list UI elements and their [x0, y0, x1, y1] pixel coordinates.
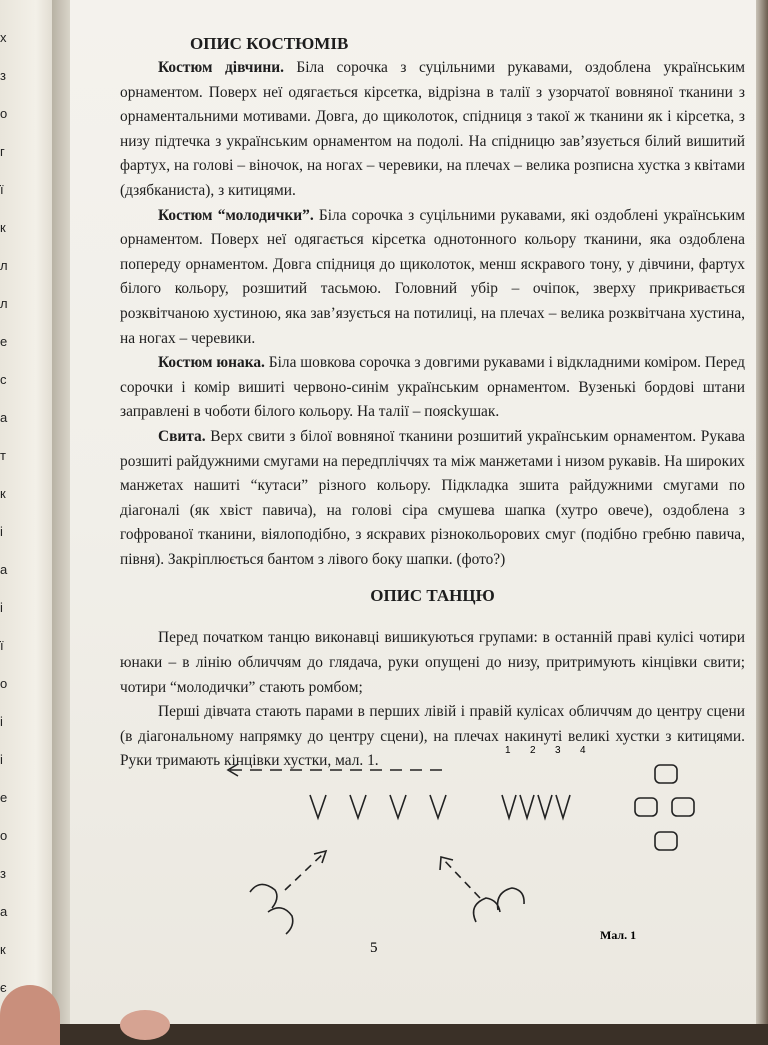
left-page-letter: г	[0, 144, 5, 159]
dancer-mark	[502, 795, 516, 818]
left-page-letter: к	[0, 220, 6, 235]
fingertip	[120, 1010, 170, 1040]
dancer-mark	[556, 795, 570, 818]
left-page-letter: о	[0, 106, 8, 121]
square-mark	[655, 765, 677, 783]
square-mark	[655, 832, 677, 850]
page-content	[120, 30, 745, 774]
figure-caption: Мал. 1	[600, 928, 637, 942]
book-page	[70, 0, 768, 1024]
dancer-mark	[350, 795, 366, 818]
paragraph-svyta: Свита. Верх свити з білої вовняної тканини розшитий українським орнаментом. Рукава розшиті райдужними смугами на передпліччях та між манжетами і низом рукавів. На широких манжетах нашиті “кутаси” різного кольору. Підкладка зшита райдужними смугами по діагоналі (як хвіст павича), на голові сіра смушева шапка (хутро овече), оздоблена з гофрованої тканини, віялоподібно, з яскравих різнокольорових смуг (подібно гребню павича, півня). Закріплюється бантом з лівого боку шапки. (фото?)	[120, 427, 745, 568]
dancer-arc-mark	[268, 908, 293, 934]
left-page-letter: с	[0, 372, 7, 387]
left-page-letters	[0, 30, 20, 1018]
left-page-letter: л	[0, 296, 8, 311]
left-page-letter: к	[0, 942, 6, 957]
page-number: 5	[370, 940, 378, 956]
left-page-letter: о	[0, 828, 8, 843]
figure-1	[150, 740, 710, 970]
paragraph-young-woman-costume: Костюм “молодички”. Біла сорочка з суцільними рукавами, які оздоблені українським орнаментом. Поверх неї одягається кірсетка однотонного кольору тканини, яка оздоблена попереду орнаментом. Довга спідниця до щиколоток, менш яскравого тону, у дівчини, фартух білого кольору, розшитий тасьмою. Головний убір – очіпок, зверху прикривається розквітчаною хустиною, яка зав’язується на потилиці, на плечах – велика розквітчана хустина, на ногах – черевики.	[120, 206, 745, 347]
diagonal-arrow-line	[285, 852, 325, 890]
left-page-letter: а	[0, 904, 8, 919]
bold-lead: Костюм юнака.	[158, 354, 265, 372]
square-mark	[635, 798, 657, 816]
bold-lead: Костюм “молодички”.	[158, 206, 314, 224]
left-page-letter: є	[0, 980, 7, 995]
left-page-letter: і	[0, 714, 3, 729]
square-mark	[672, 798, 694, 816]
position-numbers: 1 2 3 4	[505, 745, 586, 756]
left-page-letter: к	[0, 486, 6, 501]
left-page-letter: е	[0, 334, 8, 349]
bold-lead: Костюм дівчини.	[158, 59, 284, 76]
dancer-mark	[430, 795, 446, 818]
left-page-edge	[0, 0, 60, 1024]
thumb	[0, 985, 60, 1045]
left-page-letter: і	[0, 524, 3, 539]
dancer-arc-mark	[498, 888, 525, 910]
heading-dance: ОПИС ТАНЦЮ	[370, 586, 495, 606]
left-page-letter: а	[0, 410, 8, 425]
paragraph-dance-start: Перед початком танцю виконавці вишикуються групами: в останній праві кулісі чотири юнаки – в лінію обличчям до глядача, руки опущені до низу, притримують кінцівки свити; чотири “молодички” стають ромбом;	[120, 629, 745, 696]
left-page-letter: і	[0, 600, 3, 615]
left-page-letter: з	[0, 68, 6, 83]
left-page-letter: х	[0, 30, 7, 45]
dancer-mark	[310, 795, 326, 818]
left-page-letter: л	[0, 258, 8, 273]
left-page-letter: з	[0, 866, 6, 881]
left-page-letter: т	[0, 448, 6, 463]
bold-lead: Свита.	[158, 427, 206, 445]
paragraph-girl-costume: Костюм дівчини. Біла сорочка з суцільними рукавами, оздоблена українським орнаментом. Поверх неї одягається кірсетка, відрізна в талії з узорчатої вовняної тканини з орнаментальними мотивами. Довга, до щиколоток, спідниця з такої ж тканини як і кірсетка, з низу підтечка з українським орнаментом на подолі. На спідницю зав’язується білий вишитий фартух, на голові – віночок, на ногах – черевики, на плечах – велика розписна хустка з квітами (дзябканиста), з китицями.	[120, 59, 745, 199]
left-page-letter: ї	[0, 182, 4, 197]
dancer-arc-mark	[474, 898, 500, 922]
dancer-mark	[520, 795, 534, 818]
dancer-arc-mark	[250, 884, 277, 908]
heading-costumes: ОПИС КОСТЮМІВ	[190, 34, 349, 53]
paragraph-youth-costume: Костюм юнака. Біла шовкова сорочка з довгими рукавами і відкладними коміром. Перед сорочки і комір вишиті червоно-синім українським орнаментом. Вузенькі бордові штани заправлені в чоботи білого кольору. На талії – поясkушак.	[120, 354, 745, 421]
left-page-letter: а	[0, 562, 8, 577]
left-page-letter: е	[0, 790, 8, 805]
left-page-letter: о	[0, 676, 8, 691]
left-page-letter: ї	[0, 638, 4, 653]
diagonal-arrow-line	[442, 858, 480, 898]
dancer-mark	[390, 795, 406, 818]
left-page-letter: і	[0, 752, 3, 767]
dancer-mark	[538, 795, 552, 818]
paragraph-dance-pairs: Перші дівчата стають парами в перших лівій і правій кулісах обличчям до центру сцени (в діагональному напрямку до центру сцени), на плечах накинуті великі хустки з китицями. Руки тримають кінцівки хустки, мал. 1.	[120, 703, 745, 770]
page-stack-edge	[756, 0, 768, 1024]
